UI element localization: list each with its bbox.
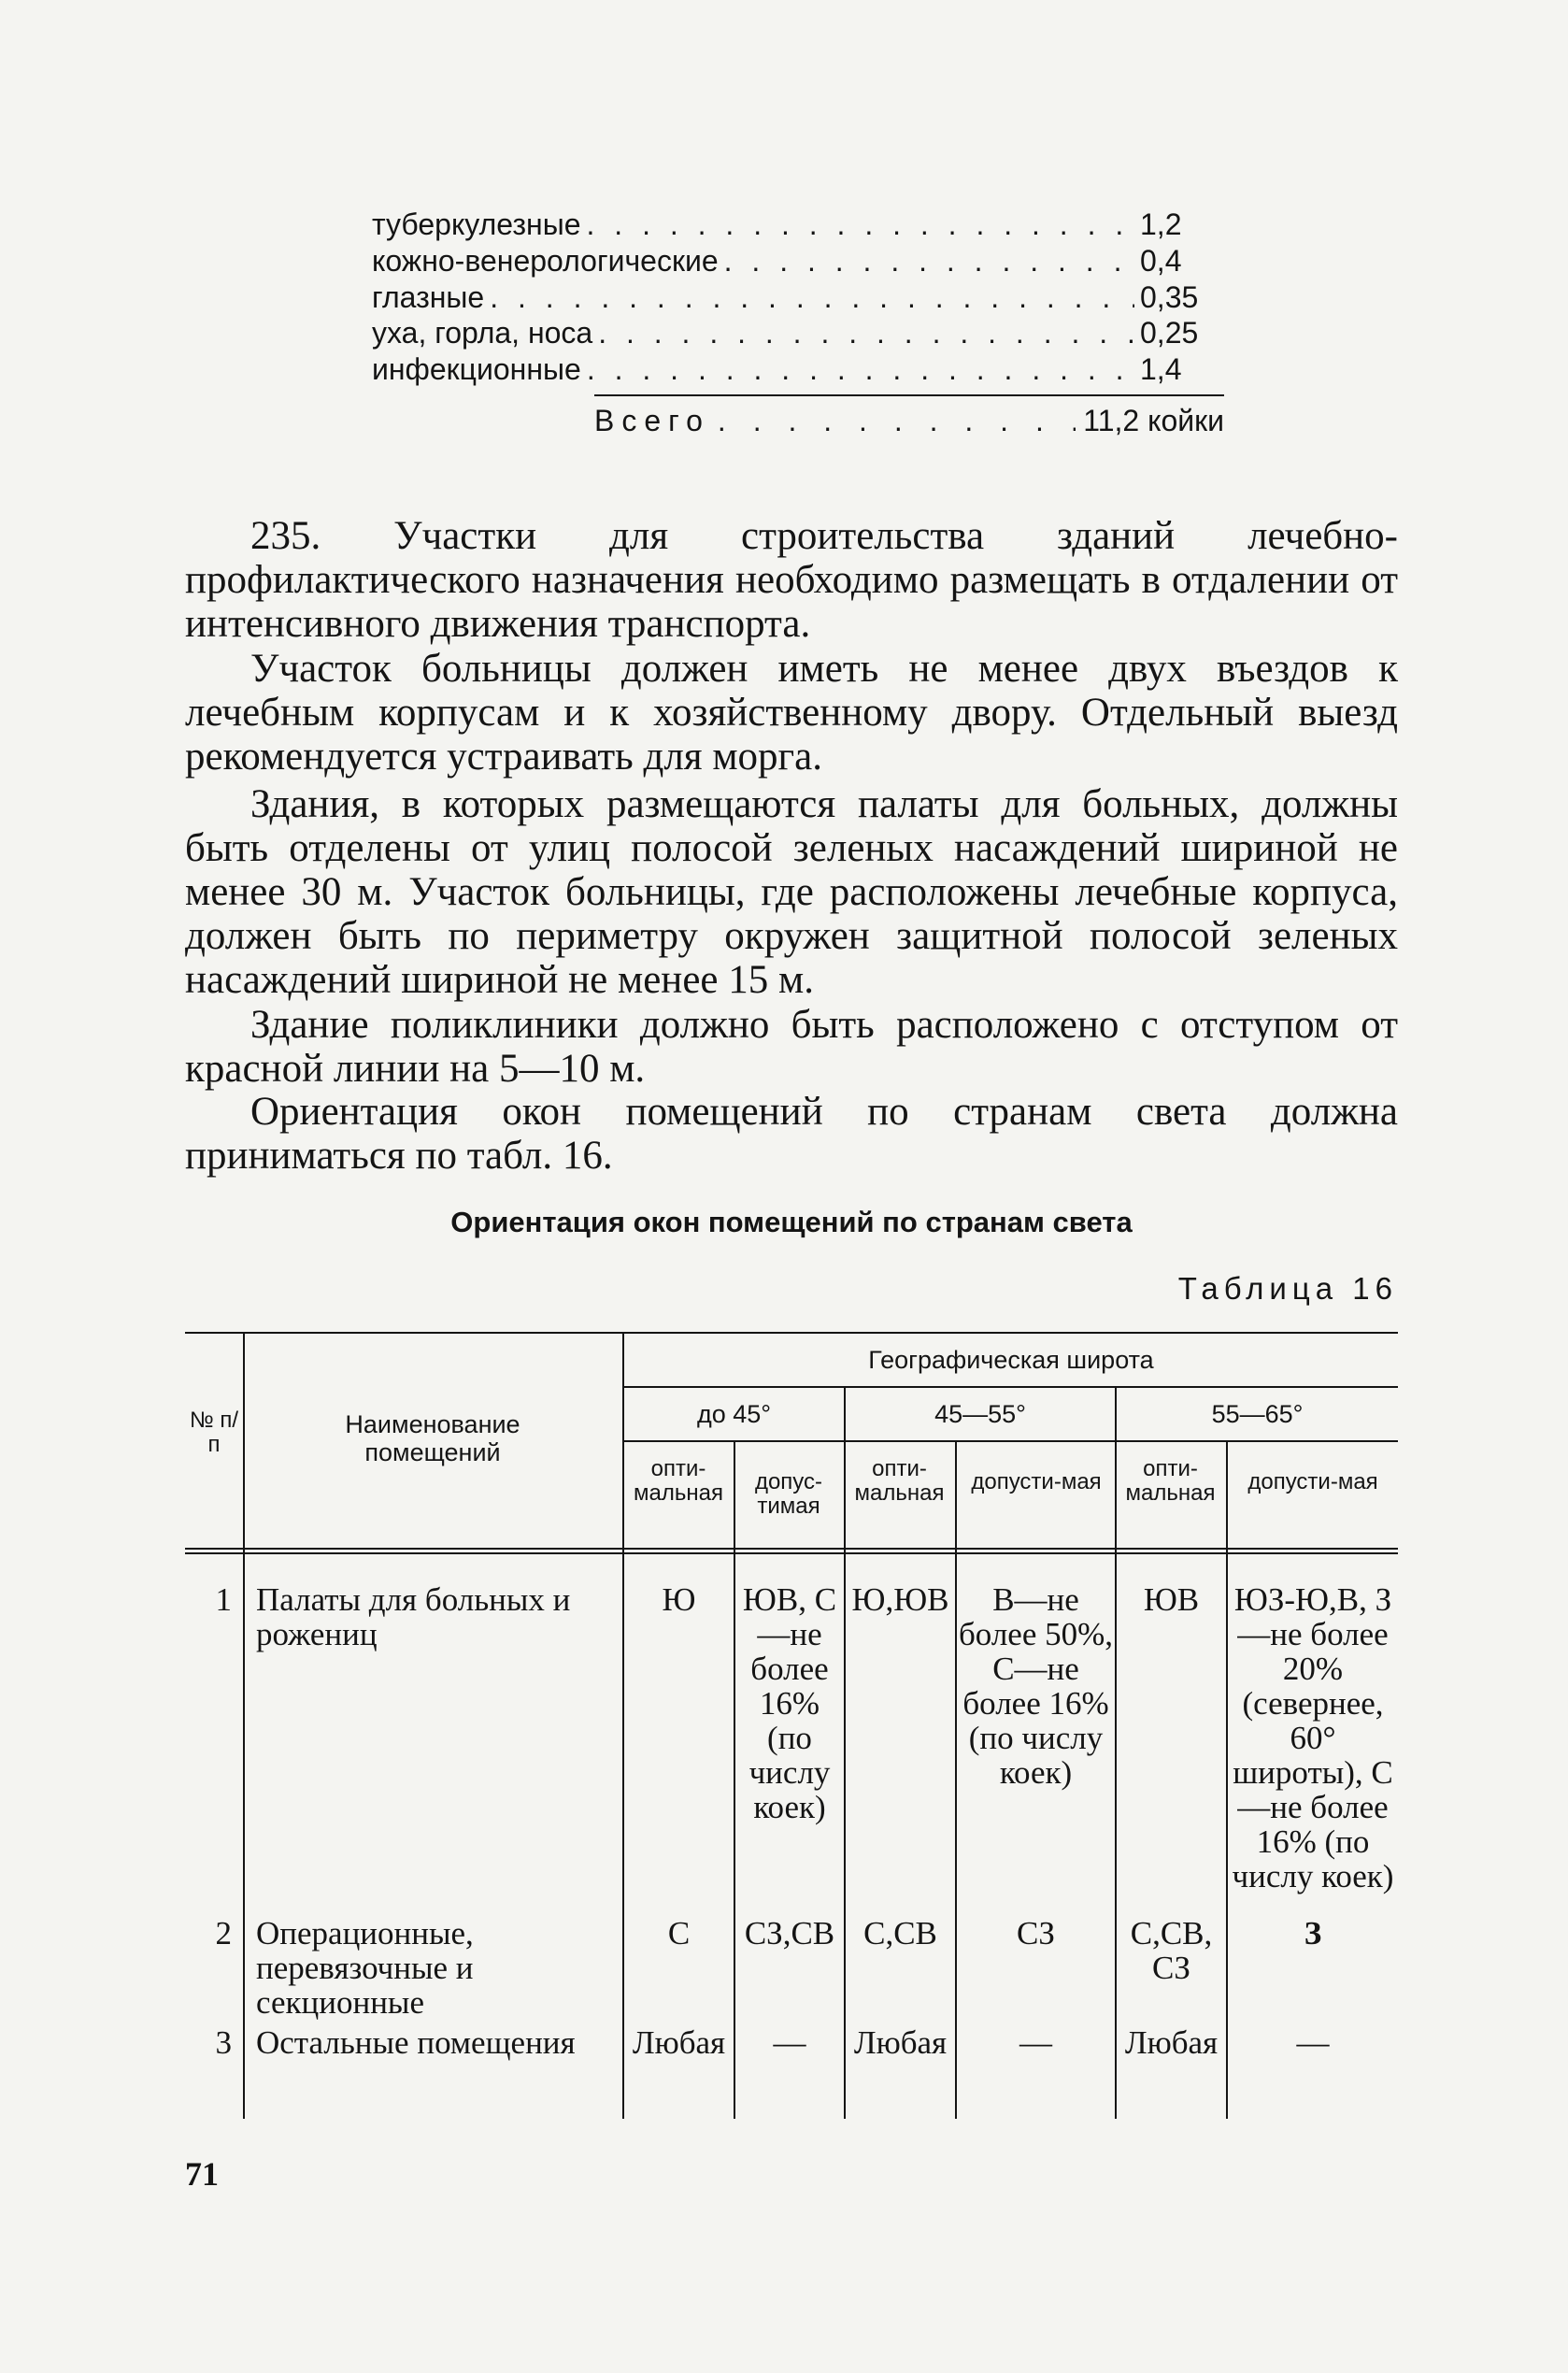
table-rule [185, 1548, 1398, 1550]
sum-divider [594, 394, 1224, 396]
table-rule [243, 1332, 245, 2119]
list-item-label: кожно-венерологические [372, 244, 719, 278]
table-cell: В—не более 50%, С—не более 16% (по числу коек) [958, 1581, 1114, 1791]
latitude-header: 45—55° [934, 1400, 1026, 1428]
table-cell: С [667, 1915, 691, 1951]
col-name-header: Наименование помещений [345, 1410, 520, 1466]
list-item-value: 0,4 [1140, 244, 1182, 278]
row-name: Операционные, перевязочные и секционные [256, 1915, 474, 2021]
total-value: 11,2 койки [1083, 404, 1224, 437]
table-rule [185, 1552, 1398, 1554]
allowed-header: допусти-мая [1247, 1469, 1378, 1494]
paragraph: Ориентация окон помещений по странам света должна приниматься по табл. 16. [185, 1090, 1398, 1178]
latitude-group-header: Географическая широта [868, 1346, 1154, 1374]
leader-dots [587, 352, 1134, 387]
col-num-header: № п/п [189, 1408, 239, 1457]
table-rule [844, 1386, 846, 2119]
table-rule [622, 1386, 1398, 1388]
list-item-label: инфекционные [372, 352, 581, 386]
table-cell: Любая [1124, 2024, 1219, 2061]
table-rule [185, 1332, 1398, 1334]
table-cell: Ю,ЮВ [851, 1581, 949, 1618]
table-cell: ЮЗ-Ю,В, З—не более 20% (севернее, 60° широты), С—не более 16% (по числу коек) [1232, 1581, 1394, 1894]
optimal-header: опти-мальная [854, 1456, 945, 1506]
list-item-value: 0,35 [1140, 280, 1199, 314]
leader-dots [598, 316, 1134, 350]
list-item-value: 1,4 [1140, 352, 1182, 386]
table-cell: З [1304, 1915, 1322, 1951]
table-cell: Любая [632, 2024, 726, 2061]
list-item-label: туберкулезные [372, 207, 581, 241]
table-cell: СЗ,СВ [744, 1915, 835, 1951]
allowed-header: допусти-мая [971, 1469, 1102, 1494]
paragraph: 235. Участки для строительства зданий лечебно-профилактического назначения необходимо размещать в отдалении от интенсивного движения транспорта. [185, 514, 1398, 646]
total-row [594, 404, 1224, 441]
list-item-label: глазные [372, 280, 485, 314]
table-rule [622, 1332, 624, 2119]
list-item-value: 1,2 [1140, 207, 1182, 241]
list-item [372, 244, 1224, 278]
allowed-header: допус-тимая [754, 1469, 823, 1519]
optimal-header: опти-мальная [1125, 1456, 1216, 1506]
list-item-label: уха, горла, носа [372, 316, 593, 350]
list-item [372, 207, 1224, 241]
latitude-header: 55—65° [1211, 1400, 1304, 1428]
table-cell: С,СВ [863, 1915, 937, 1951]
row-name: Палаты для больных и рожениц [256, 1581, 571, 1652]
row-num: 1 [215, 1581, 232, 1618]
optimal-header: опти-мальная [634, 1456, 723, 1506]
leader-dots [724, 244, 1134, 279]
orientation-table [185, 1332, 1398, 2119]
table-cell: Любая [853, 2024, 948, 2061]
table-rule [622, 1440, 1398, 1442]
paragraph: Здания, в которых размещаются палаты для больных, должны быть отделены от улиц полосой зеленых насаждений шириной не менее 30 м. Участок больницы, где расположены лечебные корпуса, должен быть по периметру окружен защитной полосой зеленых насаждений шириной не менее 15 м. [185, 782, 1398, 1002]
row-name: Остальные помещения [256, 2024, 576, 2061]
row-num: 3 [215, 2024, 232, 2061]
table-cell: ЮВ [1143, 1581, 1200, 1618]
leader-dots [490, 280, 1134, 315]
total-label: Всего [594, 404, 710, 437]
table-cell: — [1019, 2024, 1052, 2061]
table-cell: Ю [662, 1581, 696, 1618]
leader-dots [718, 404, 1076, 438]
row-num: 2 [215, 1915, 232, 1951]
list-item [372, 280, 1224, 314]
leader-dots [587, 207, 1135, 242]
list-item [372, 352, 1224, 386]
table-cell: СЗ [1017, 1915, 1055, 1951]
page-number: 71 [185, 2155, 219, 2193]
table-label: Таблица 16 [1177, 1271, 1398, 1306]
paragraph: Здание поликлиники должно быть расположено с отступом от красной линии на 5—10 м. [185, 1003, 1398, 1091]
table-cell: ЮВ, С—не более 16% (по числу коек) [742, 1581, 837, 1825]
table-title: Ориентация окон помещений по странам света [450, 1206, 1133, 1238]
table-cell: — [1296, 2024, 1330, 2061]
latitude-header: до 45° [696, 1400, 772, 1428]
list-item [372, 316, 1224, 350]
list-item-value: 0,25 [1140, 316, 1199, 350]
table-cell: — [773, 2024, 806, 2061]
table-cell: С,СВ, СЗ [1130, 1915, 1213, 1986]
table-rule [1115, 1386, 1117, 2119]
paragraph: Участок больницы должен иметь не менее двух въездов к лечебным корпусам и к хозяйственному двору. Отдельный выезд рекомендуется устраивать для морга. [185, 647, 1398, 779]
